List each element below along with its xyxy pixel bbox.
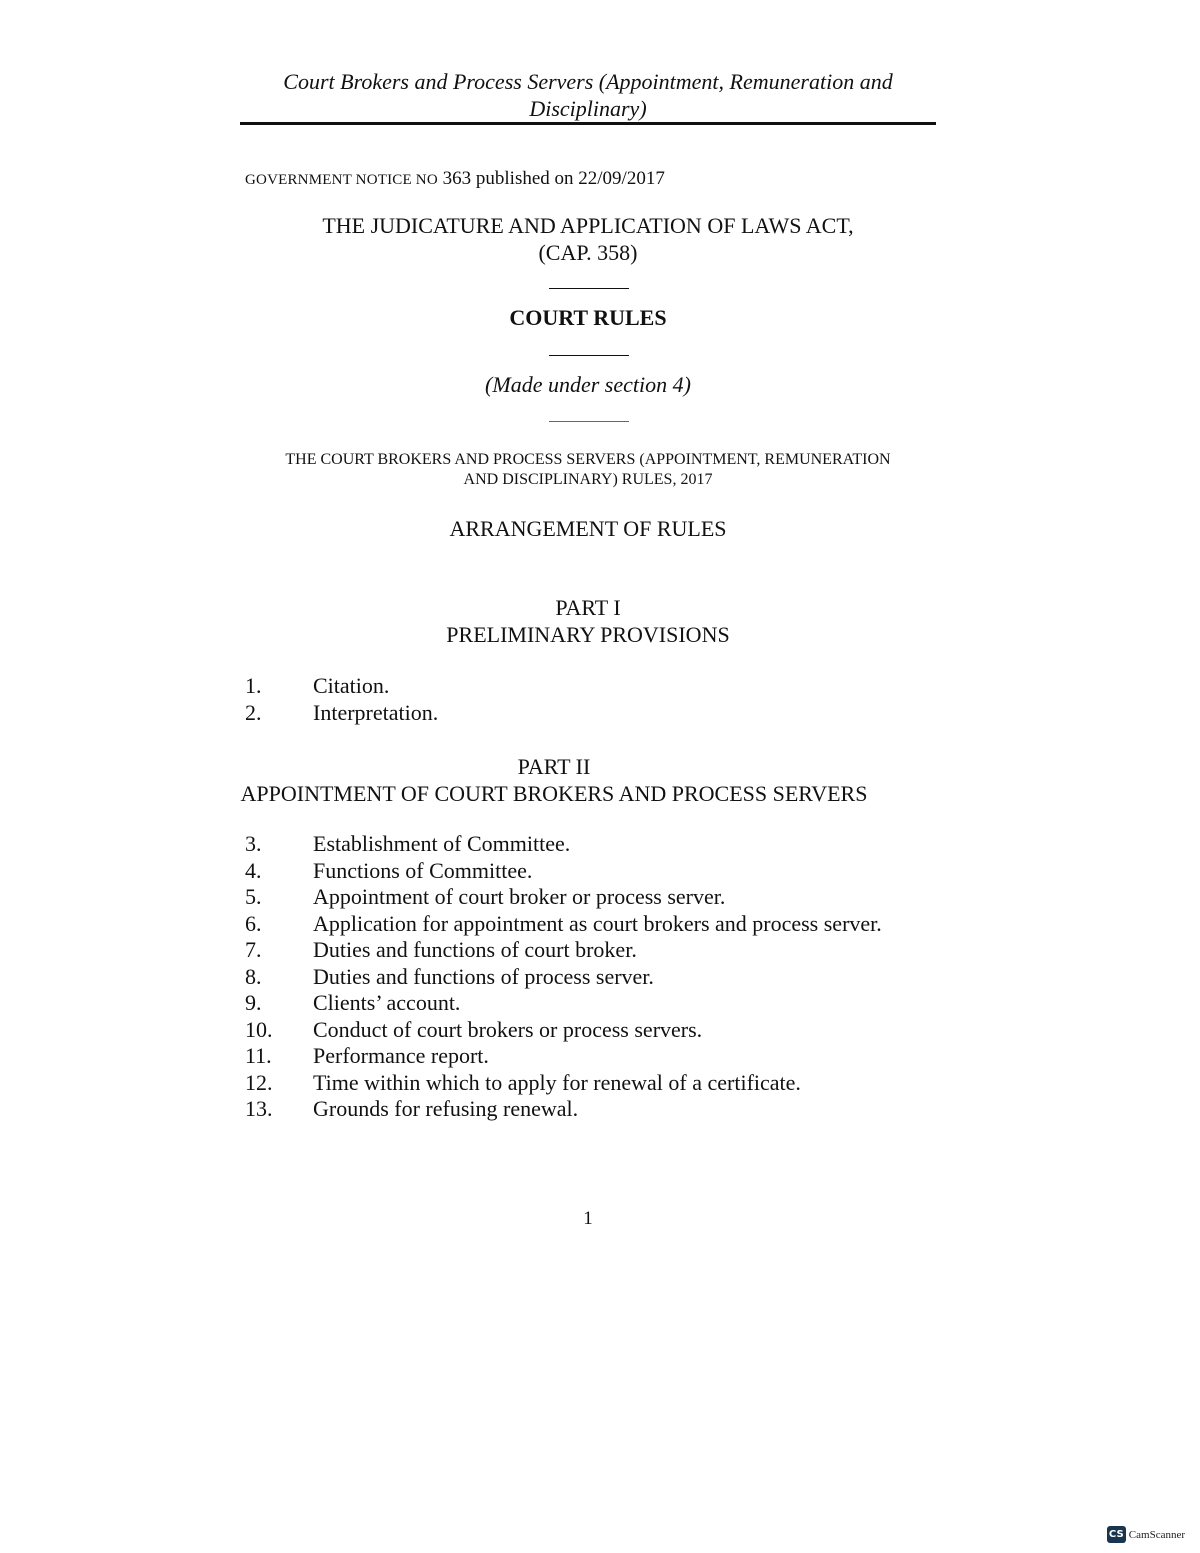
list-item xyxy=(245,700,438,727)
rule-number: 7. xyxy=(245,937,262,962)
rule-title: Clients’ account. xyxy=(313,990,461,1015)
rules-title-line-2: AND DISCIPLINARY) RULES, 2017 xyxy=(463,471,713,488)
camscanner-logo-icon: CS xyxy=(1107,1526,1126,1543)
rule-title: Establishment of Committee. xyxy=(313,831,571,856)
rule-number: 10. xyxy=(245,1016,273,1042)
rule-title: Conduct of court brokers or process servers. xyxy=(313,1016,703,1042)
rule-title: Duties and functions of court broker. xyxy=(313,937,637,962)
rule-number: 6. xyxy=(245,910,262,936)
made-under-section: (Made under section 4) xyxy=(485,372,691,397)
rule-number: 11. xyxy=(245,1043,272,1068)
running-header-line-2: Disciplinary) xyxy=(529,96,647,121)
list-item xyxy=(245,990,882,1017)
list-item xyxy=(245,673,438,700)
list-item xyxy=(245,964,882,991)
list-item xyxy=(245,1043,882,1070)
rule-number: 8. xyxy=(245,963,262,989)
divider-rule xyxy=(549,355,629,356)
camscanner-watermark xyxy=(1107,1526,1185,1543)
part-2-title: APPOINTMENT OF COURT BROKERS AND PROCESS SERVERS xyxy=(240,781,868,806)
part-1-rules-list xyxy=(245,673,438,726)
rule-number: 3. xyxy=(245,831,262,856)
government-notice-text: 363 published on 22/09/2017 xyxy=(437,168,665,189)
page-number: 1 xyxy=(583,1208,593,1229)
part-1-heading xyxy=(0,594,1176,648)
part-2-heading xyxy=(0,753,1108,807)
rule-number: 2. xyxy=(245,699,262,725)
list-item xyxy=(245,911,882,938)
rule-title: Interpretation. xyxy=(313,699,439,725)
rule-title: Grounds for refusing renewal. xyxy=(313,1096,579,1121)
rule-number: 1. xyxy=(245,673,262,698)
rule-title: Functions of Committee. xyxy=(313,857,533,883)
camscanner-label: CamScanner xyxy=(1128,1528,1185,1541)
list-item xyxy=(245,1017,882,1044)
rule-number: 9. xyxy=(245,990,262,1015)
list-item xyxy=(245,831,882,858)
running-header xyxy=(240,68,936,122)
rule-title: Time within which to apply for renewal of a certificate. xyxy=(313,1069,801,1095)
list-item xyxy=(245,1070,882,1097)
list-item xyxy=(245,884,882,911)
rule-title: Performance report. xyxy=(313,1043,489,1068)
court-rules-heading: COURT RULES xyxy=(509,305,667,330)
act-title xyxy=(0,212,1176,266)
act-title-line-1: THE JUDICATURE AND APPLICATION OF LAWS ACT, xyxy=(322,213,854,238)
list-item xyxy=(245,858,882,885)
rule-number: 12. xyxy=(245,1069,273,1095)
rule-number: 5. xyxy=(245,884,262,909)
government-notice-prefix: GOVERNMENT NOTICE NO xyxy=(245,172,438,188)
rule-number: 13. xyxy=(245,1096,273,1121)
rules-title xyxy=(0,450,1176,490)
rule-title: Citation. xyxy=(313,673,390,698)
part-1-title: PRELIMINARY PROVISIONS xyxy=(446,622,730,647)
header-rule xyxy=(240,122,936,125)
list-item xyxy=(245,1096,882,1123)
rule-title: Appointment of court broker or process server. xyxy=(313,884,726,909)
divider-rule xyxy=(549,421,629,422)
arrangement-heading: ARRANGEMENT OF RULES xyxy=(449,516,727,541)
part-1-label: PART I xyxy=(555,595,621,620)
rules-title-line-1: THE COURT BROKERS AND PROCESS SERVERS (APPOINTMENT, REMUNERATION xyxy=(285,451,891,468)
rule-number: 4. xyxy=(245,857,262,883)
government-notice xyxy=(245,167,665,192)
running-header-line-1: Court Brokers and Process Servers (Appointment, Remuneration and xyxy=(283,69,893,94)
part-2-rules-list xyxy=(245,831,882,1123)
list-item xyxy=(245,937,882,964)
divider-rule xyxy=(549,288,629,289)
rule-title: Duties and functions of process server. xyxy=(313,963,654,989)
rule-title: Application for appointment as court brokers and process server. xyxy=(313,910,882,936)
act-title-line-2: (CAP. 358) xyxy=(538,240,638,265)
part-2-label: PART II xyxy=(517,754,591,779)
